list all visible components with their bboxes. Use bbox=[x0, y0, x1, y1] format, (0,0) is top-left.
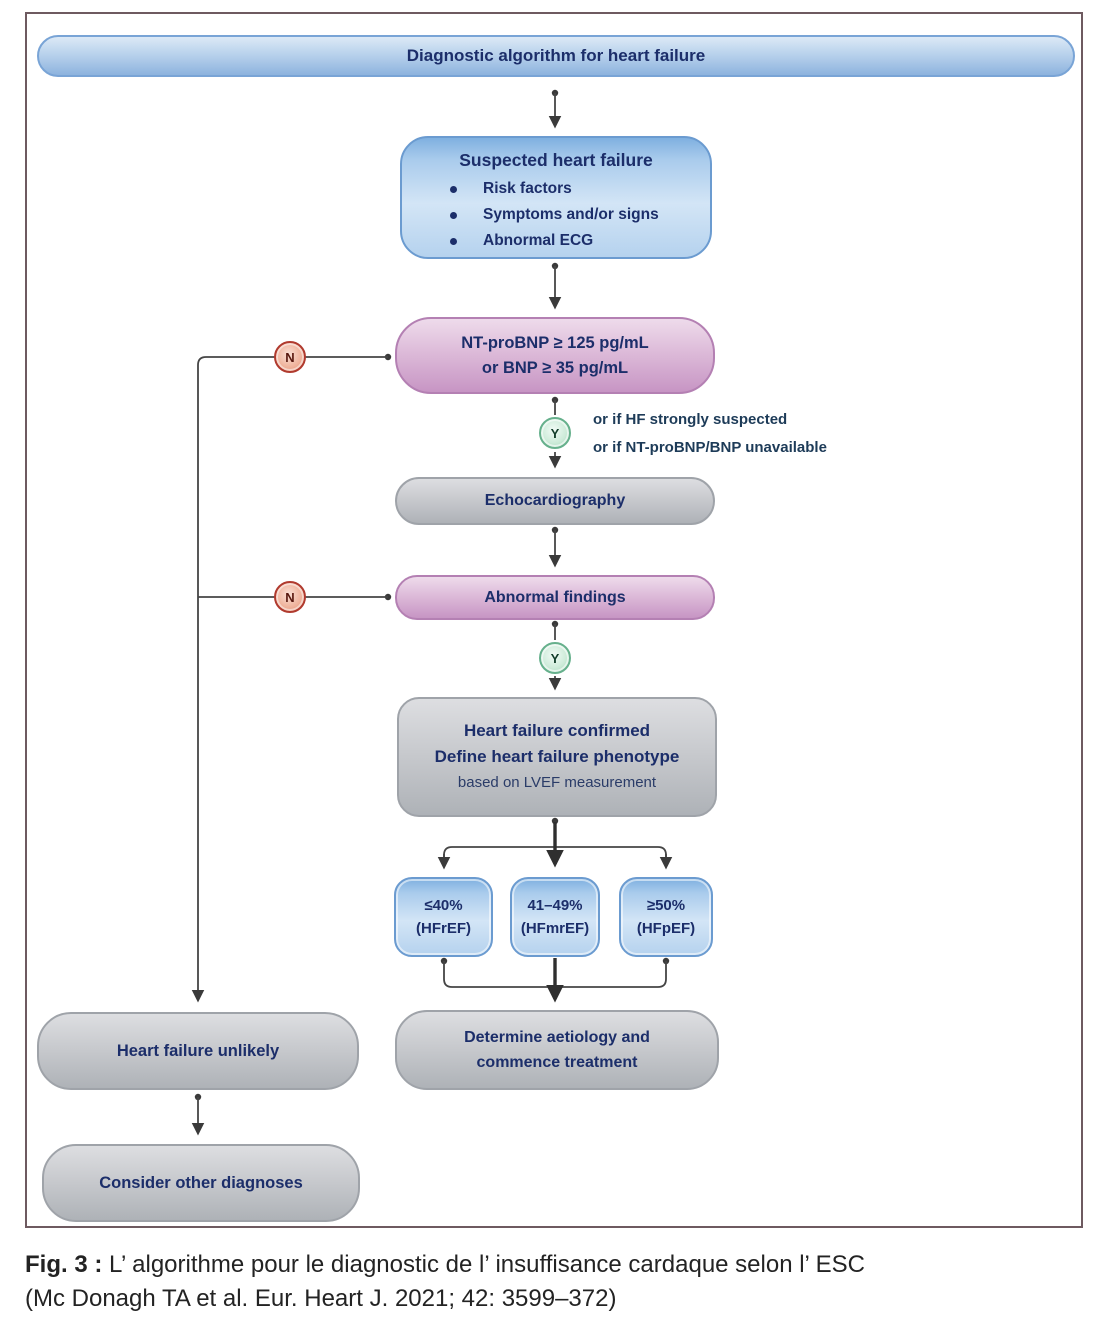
figure-caption bbox=[25, 1248, 1085, 1316]
lvef-value: ≥50% bbox=[646, 897, 686, 914]
bullet-label: Symptoms and/or signs bbox=[483, 206, 659, 223]
branch-lines bbox=[444, 818, 666, 867]
caption-citation: (Mc Donagh TA et al. Eur. Heart J. 2021; 42: 3599–372) bbox=[25, 1285, 617, 1312]
figure-frame bbox=[25, 12, 1083, 1228]
yes-note-line1: or if HF strongly suspected bbox=[593, 411, 788, 428]
confirmed-line1: Heart failure confirmed bbox=[463, 721, 651, 740]
lvef-label: (HFpEF) bbox=[636, 920, 696, 937]
heart-failure-unlikely-box bbox=[37, 1012, 359, 1090]
merge-lines bbox=[441, 958, 669, 999]
bullet-item bbox=[402, 228, 710, 254]
bullet-label: Abnormal ECG bbox=[483, 232, 594, 249]
yes-circle-label: Y bbox=[550, 425, 560, 441]
no-circle-label: N bbox=[285, 589, 295, 605]
lvef-box-hfpef bbox=[619, 877, 713, 957]
consider-label: Consider other diagnoses bbox=[99, 1173, 303, 1192]
caption-text: L’ algorithme pour le diagnostic de l’ insuffisance cardaque selon l’ ESC bbox=[102, 1251, 866, 1278]
determine-line1: Determine aetiology and bbox=[464, 1029, 650, 1046]
lvef-value: ≤40% bbox=[424, 897, 463, 914]
confirmed-line3: based on LVEF measurement bbox=[457, 774, 657, 791]
determine-line2: commence treatment bbox=[476, 1054, 638, 1071]
unlikely-label: Heart failure unlikely bbox=[116, 1041, 280, 1060]
consider-other-diagnoses-box bbox=[42, 1144, 360, 1222]
abnormal-findings-box bbox=[395, 575, 715, 620]
bullet-dot-icon bbox=[450, 238, 457, 245]
bullet-item bbox=[402, 176, 710, 202]
lvef-label: (HFrEF) bbox=[416, 920, 471, 937]
heart-failure-confirmed-box bbox=[397, 697, 717, 817]
no-circle-label: N bbox=[285, 349, 295, 365]
ntprobnp-line1: NT-proBNP ≥ 125 pg/mL bbox=[461, 333, 649, 352]
no-circle-2 bbox=[274, 581, 306, 613]
title-banner bbox=[37, 35, 1075, 77]
ntprobnp-threshold-box bbox=[395, 317, 715, 394]
bullet-dot-icon bbox=[450, 186, 457, 193]
suspected-bullet-list bbox=[402, 176, 710, 254]
yes-path-note bbox=[593, 406, 827, 462]
caption-figure-label: Fig. 3 : bbox=[25, 1251, 103, 1278]
echocardiography-box bbox=[395, 477, 715, 525]
bullet-dot-icon bbox=[450, 212, 457, 219]
confirmed-line2: Define heart failure phenotype bbox=[434, 747, 680, 766]
caption-line1 bbox=[25, 1248, 1085, 1282]
abnormal-findings-label: Abnormal findings bbox=[484, 588, 626, 606]
yes-circle-1 bbox=[539, 417, 571, 449]
bullet-label: Risk factors bbox=[483, 180, 572, 197]
yes-circle-label: Y bbox=[550, 650, 560, 666]
determine-aetiology-box bbox=[395, 1010, 719, 1090]
no-circle-1 bbox=[274, 341, 306, 373]
lvef-value: 41–49% bbox=[527, 897, 583, 914]
lvef-box-hfmref bbox=[510, 877, 600, 957]
yes-note-line2: or if NT-proBNP/BNP unavailable bbox=[593, 439, 827, 456]
echocardiography-label: Echocardiography bbox=[484, 492, 626, 509]
lvef-box-hfref bbox=[394, 877, 493, 957]
ntprobnp-line2: or BNP ≥ 35 pg/mL bbox=[481, 358, 629, 377]
bullet-item bbox=[402, 202, 710, 228]
suspected-title: Suspected heart failure bbox=[459, 150, 653, 170]
suspected-heart-failure-box bbox=[400, 136, 712, 259]
yes-circle-2 bbox=[539, 642, 571, 674]
title-banner-label: Diagnostic algorithm for heart failure bbox=[406, 46, 706, 65]
lvef-label: (HFmrEF) bbox=[520, 920, 590, 937]
